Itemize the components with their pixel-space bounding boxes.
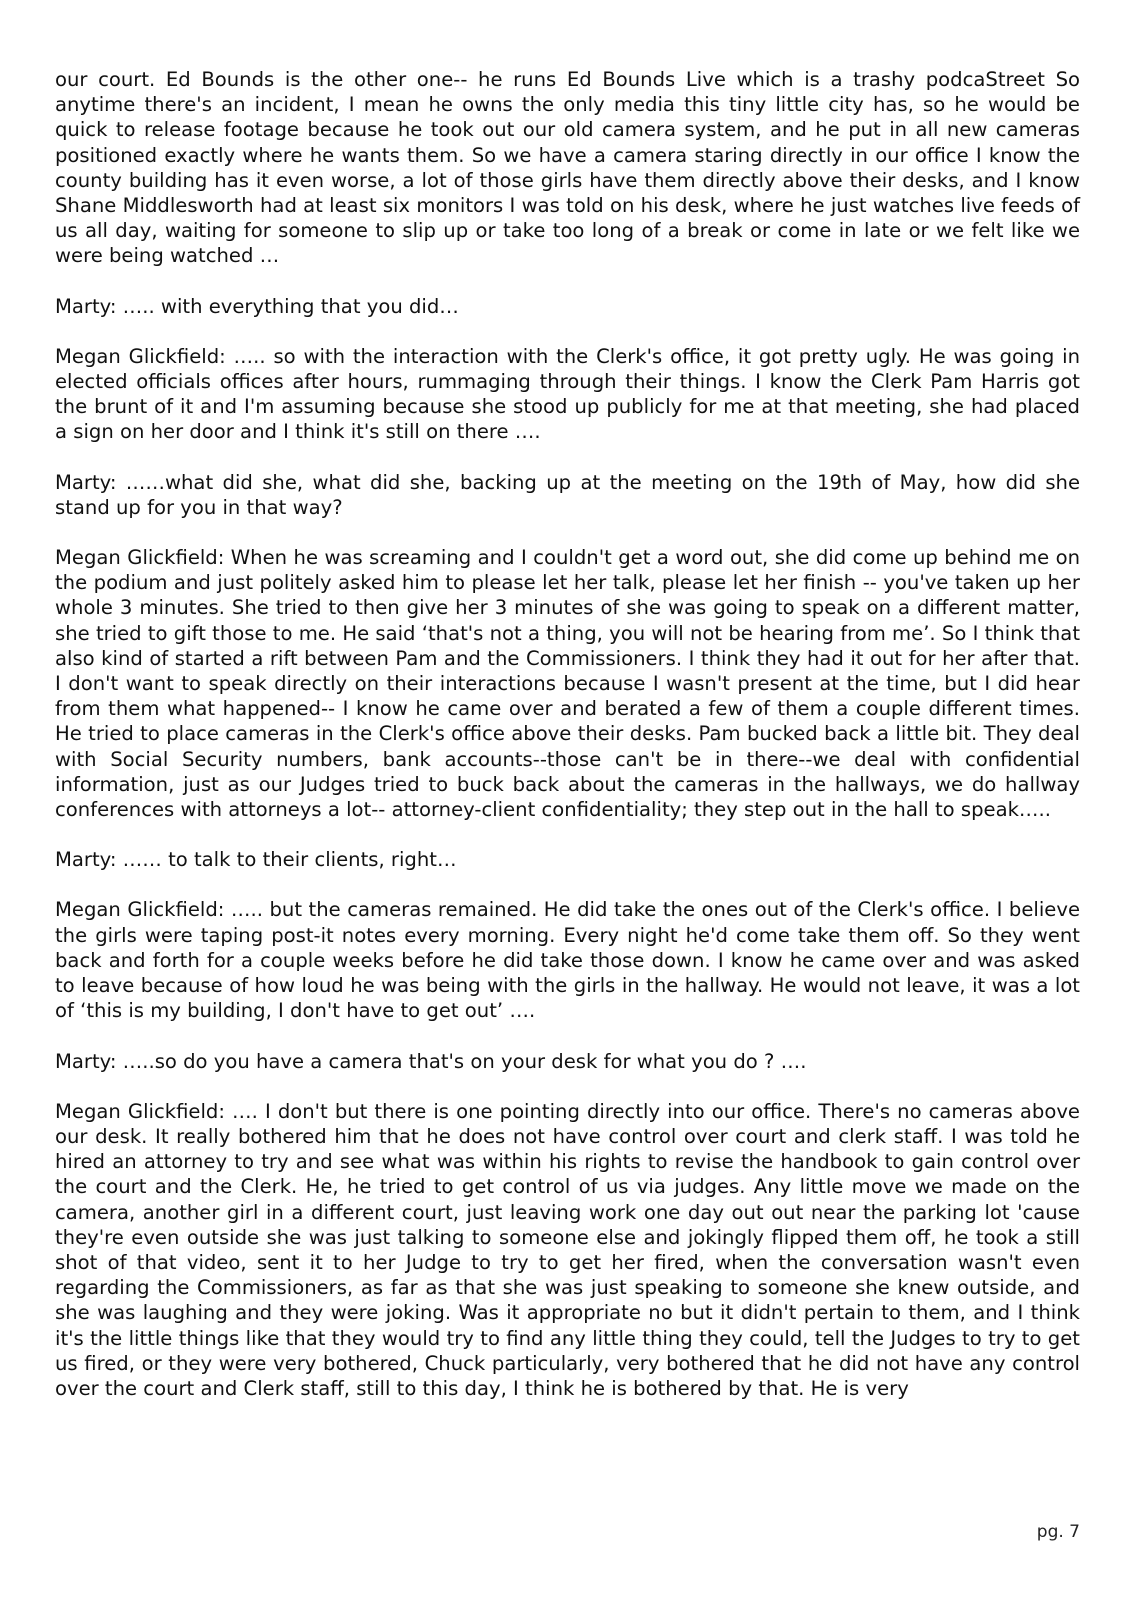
paragraph-megan-cameras-remained: Megan Glickfield: ….. but the cameras remained. He did take the ones out of the Clerk's office. I believe the girls were taping post-it notes every morning. Every night he'd come take them off. So they went back and forth for a couple weeks before he did take those down. I know he came over and was asked to leave because of how loud he was being with the girls in the hallway. He would not leave, it was a lot of ‘this is my building, I don't have to get out’ …. [55, 898, 1080, 1023]
paragraph-marty-1: Marty: ….. with everything that you did… [55, 294, 459, 318]
document-body [55, 67, 1080, 1401]
paragraph-marty-3: Marty: …… to talk to their clients, right… [55, 848, 457, 872]
paragraph-megan-podium: Megan Glickfield: When he was screaming and I couldn't get a word out, she did come up behind me on the podium and just politely asked him to please let her talk, please let her finish -- you've taken up her whole 3 minutes. She tried to then give her 3 minutes of she was going to speak on a different matter, she tried to gift those to me. He said ‘that's not a thing, you will not be hearing from me’. So I think that also kind of started a rift between Pam and the Commissioners. I think they had it out for her after that. I don't want to speak directly on their interactions because I wasn't present at the time, but I did hear from them what happened-- I know he came over and berated a few of them a couple different times. He tried to place cameras in the Clerk's office above their desks. Pam bucked back a little bit. They deal with Social Security numbers, bank accounts--those can't be in there--we deal with confidential information, just as our Judges tried to buck back about the cameras in the hallways, we do hallway conferences with attorneys a lot-- attorney-client confidentiality; they step out in the hall to speak….. [55, 546, 1080, 822]
paragraph-megan-control: Megan Glickfield: …. I don't but there is one pointing directly into our office. There's no cameras above our desk. It really bothered him that he does not have control over court and clerk staff. I was told he hired an attorney to try and see what was within his rights to revise the handbook to gain control over the court and the Clerk. He, he tried to get control of us via judges. Any little move we made on the camera, another girl in a different court, just leaving work one day out out near the parking lot 'cause they're even outside she was just talking to someone else and jokingly flipped them off, he took a still shot of that video, sent it to her Judge to try to get her fired, when the conversation wasn't even regarding the Commissioners, as far as that she was just speaking to someone she knew outside, and she was laughing and they were joking. Was it appropriate no but it didn't pertain to them, and I think it's the little things like that they would try to find any little thing they could, tell the Judges to try to get us fired, or they were very bothered, Chuck particularly, very bothered that he did not have any control over the court and Clerk staff, still to this day, I think he is bothered by that. He is very [55, 1099, 1080, 1400]
paragraph-marty-2: Marty: ……what did she, what did she, backing up at the meeting on the 19th of May, how did she stand up for you in that way? [55, 470, 1080, 519]
paragraph-megan-clerk-office: Megan Glickfield: ….. so with the interaction with the Clerk's office, it got pretty ugly. He was going in elected officials offices after hours, rummaging through their things. I know the Clerk Pam Harris got the brunt of it and I'm assuming because she stood up publicly for me at that meeting, she had placed a sign on her door and I think it's still on there …. [55, 344, 1080, 444]
paragraph-marty-4: Marty: …..so do you have a camera that's on your desk for what you do ? …. [55, 1049, 807, 1073]
paragraph-continued-cameras: our court. Ed Bounds is the other one-- he runs Ed Bounds Live which is a trashy podcaStreet So anytime there's an incident, I mean he owns the only media this tiny little city has, so he would be quick to release footage because he took out our old camera system, and he put in all new cameras positioned exactly where he wants them. So we have a camera staring directly in our office I know the county building has it even worse, a lot of those girls have them directly above their desks, and I know Shane Middlesworth had at least six monitors I was told on his desk, where he just watches live feeds of us all day, waiting for someone to slip up or take too long of a break or come in late or we felt like we were being watched … [55, 68, 1080, 268]
page-number: pg. 7 [1036, 1522, 1080, 1542]
